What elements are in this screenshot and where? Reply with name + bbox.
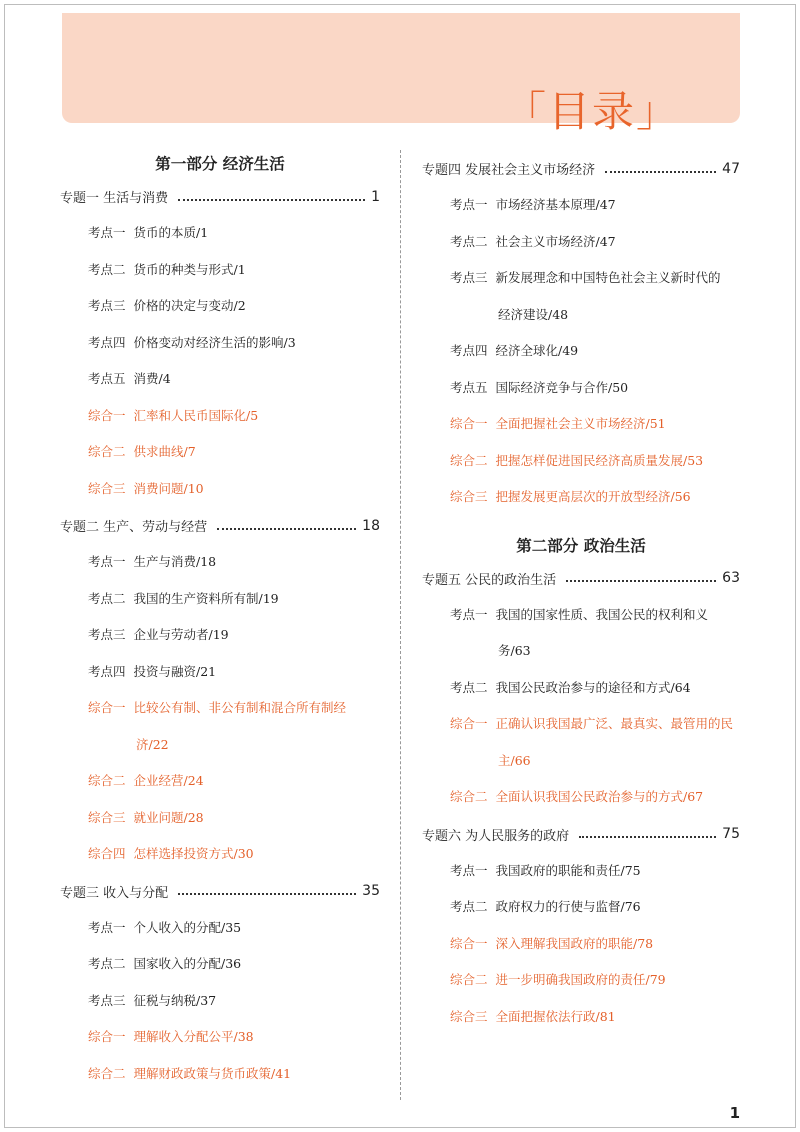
entry-text: 我国公民政治参与的途径和方式/64: [495, 679, 691, 695]
toc-entry[interactable]: [422, 443, 740, 480]
toc-entry[interactable]: [60, 800, 380, 837]
toc-topic-row[interactable]: [422, 816, 740, 853]
leader-dots: [178, 893, 356, 895]
toc-entry[interactable]: [422, 479, 740, 516]
entry-text: 我国的生产资料所有制/19: [133, 590, 279, 606]
entry-key: 综合三: [88, 480, 126, 496]
entry-continuation: 主/66: [498, 752, 531, 768]
page-number: 1: [729, 1104, 740, 1122]
entry-key: 综合二: [88, 1065, 126, 1081]
entry-key: 考点一: [450, 197, 488, 212]
leader-dots: [605, 171, 716, 173]
entry-text: 经济全球化/49: [495, 343, 579, 358]
toc-entry[interactable]: [60, 544, 380, 581]
topic-page-number: 75: [722, 826, 740, 842]
entry-key: 考点四: [88, 334, 126, 350]
entry-key: 综合二: [450, 452, 488, 468]
toc-entry[interactable]: [422, 187, 740, 224]
entry-key: 考点二: [450, 899, 488, 914]
entry-key: 考点二: [88, 590, 126, 606]
entry-key: 考点三: [88, 298, 126, 313]
entry-key: 综合一: [88, 407, 126, 423]
topic-label: 专题四 发展社会主义市场经济: [422, 163, 596, 178]
entry-key: 综合二: [450, 972, 488, 987]
toc-entry[interactable]: [60, 983, 380, 1020]
entry-key: 考点五: [88, 371, 126, 386]
header-banner: [62, 13, 740, 136]
entry-text: 全面把握社会主义市场经济/51: [495, 416, 666, 431]
left-topic-list: [60, 178, 380, 1092]
toc-topic-row[interactable]: [60, 873, 380, 910]
entry-continuation: 务/63: [498, 643, 531, 658]
toc-entry[interactable]: [422, 670, 740, 707]
toc-entry[interactable]: [422, 962, 740, 999]
entry-key: 综合一: [450, 935, 488, 951]
entry-key: 考点一: [88, 225, 126, 240]
entry-key: 综合三: [450, 1008, 488, 1024]
entry-key: 综合一: [88, 1029, 126, 1044]
left-column: [60, 150, 380, 1092]
topic-page-number: 1: [371, 188, 380, 205]
entry-text: 国际经济竞争与合作/50: [495, 379, 629, 395]
toc-entry[interactable]: [422, 779, 740, 816]
topic-page-number: 35: [362, 883, 380, 899]
entry-text: 企业与劳动者/19: [133, 627, 229, 642]
toc-entry[interactable]: [60, 946, 380, 983]
toc-entry[interactable]: [60, 361, 380, 398]
toc-entry[interactable]: [422, 406, 740, 443]
entry-text: 政府权力的行使与监督/76: [495, 899, 641, 914]
entry-text: 投资与融资/21: [133, 663, 217, 679]
entry-key: 综合二: [450, 789, 488, 804]
entry-key: 考点二: [88, 956, 126, 971]
toc-entry[interactable]: [60, 288, 380, 325]
part-title: 第二部分 政治生活: [516, 536, 646, 555]
spacer: [422, 516, 740, 532]
entry-text: 我国政府的职能和责任/75: [495, 862, 641, 878]
entry-text: 汇率和人民币国际化/5: [133, 407, 259, 423]
entry-text: 供求曲线/7: [133, 444, 196, 459]
entry-text: 价格的决定与变动/2: [133, 298, 246, 313]
right-topic-list-a: [422, 150, 740, 516]
entry-text: 国家收入的分配/36: [133, 956, 242, 971]
entry-key: 考点一: [88, 554, 126, 569]
entry-text: 货币的种类与形式/1: [133, 261, 246, 277]
page-title: 「目录」: [503, 87, 680, 136]
entry-key: 综合一: [450, 716, 488, 731]
entry-key: 综合二: [88, 444, 126, 459]
entry-text: 深入理解我国政府的职能/78: [495, 935, 654, 951]
topic-label: 专题三 收入与分配: [60, 885, 169, 901]
entry-key: 考点三: [88, 627, 126, 642]
entry-text: 全面把握依法行政/81: [495, 1008, 616, 1024]
part-title: 第一部分 经济生活: [155, 155, 285, 173]
toc-entry[interactable]: [60, 471, 380, 508]
entry-key: 考点五: [450, 379, 488, 395]
toc-topic-row[interactable]: [60, 507, 380, 544]
entry-key: 综合一: [450, 416, 488, 431]
toc-entry[interactable]: [60, 398, 380, 435]
entry-text: 把握发展更高层次的开放型经济/56: [495, 489, 691, 504]
leader-dots: [178, 199, 365, 201]
entry-text: 个人收入的分配/35: [133, 919, 242, 935]
toc-entry[interactable]: [60, 1019, 380, 1056]
toc-entry[interactable]: [422, 999, 740, 1036]
entry-key: 考点二: [450, 233, 488, 249]
entry-key: 考点一: [88, 919, 126, 935]
entry-key: 综合一: [88, 700, 126, 715]
entry-key: 考点四: [450, 343, 488, 358]
entry-continuation: 济/22: [136, 736, 169, 752]
toc-entry[interactable]: [422, 260, 740, 333]
entry-text: 就业问题/28: [133, 809, 204, 825]
toc-entry[interactable]: [60, 252, 380, 289]
entry-text: 市场经济基本原理/47: [495, 197, 616, 212]
toc-entry[interactable]: [60, 434, 380, 471]
entry-text: 新发展理念和中国特色社会主义新时代的: [495, 270, 721, 285]
entry-text: 怎样选择投资方式/30: [133, 846, 254, 861]
entry-text: 比较公有制、非公有制和混合所有制经: [133, 700, 347, 715]
entry-key: 综合三: [88, 809, 126, 825]
topic-page-number: 47: [722, 160, 740, 177]
topic-label: 专题一 生活与消费: [60, 191, 169, 206]
leader-dots: [579, 836, 716, 838]
entry-continuation: 经济建设/48: [498, 306, 569, 322]
right-topic-list-b: [422, 560, 740, 1036]
entry-text: 消费/4: [133, 371, 171, 386]
entry-key: 考点一: [450, 862, 488, 878]
toc-topic-row[interactable]: [422, 560, 740, 597]
toc-entry[interactable]: [422, 597, 740, 670]
toc-entry[interactable]: [422, 224, 740, 261]
toc-entry[interactable]: [60, 325, 380, 362]
toc-entry[interactable]: [60, 763, 380, 800]
leader-dots: [217, 528, 356, 530]
entry-text: 货币的本质/1: [133, 225, 209, 240]
entry-text: 价格变动对经济生活的影响/3: [133, 334, 296, 350]
entry-key: 考点三: [450, 270, 488, 285]
entry-key: 综合四: [88, 846, 126, 861]
toc-entry[interactable]: [422, 926, 740, 963]
toc-entry[interactable]: [422, 853, 740, 890]
toc-entry[interactable]: [60, 215, 380, 252]
toc-entry[interactable]: [60, 690, 380, 763]
entry-key: 考点四: [88, 663, 126, 679]
entry-key: 综合二: [88, 773, 126, 788]
toc-entry[interactable]: [60, 581, 380, 618]
toc-entry[interactable]: [60, 654, 380, 691]
entry-key: 考点三: [88, 992, 126, 1008]
column-divider: [400, 150, 401, 1100]
toc-entry[interactable]: [422, 706, 740, 779]
entry-text: 生产与消费/18: [133, 554, 217, 569]
entry-text: 正确认识我国最广泛、最真实、最管用的民: [495, 716, 734, 731]
topic-page-number: 63: [722, 570, 740, 586]
entry-text: 社会主义市场经济/47: [495, 233, 616, 249]
toc-entry[interactable]: [60, 836, 380, 873]
toc-entry[interactable]: [422, 370, 740, 407]
topic-label: 专题六 为人民服务的政府: [422, 828, 570, 844]
toc-entry[interactable]: [60, 1056, 380, 1093]
right-column: [422, 150, 740, 1035]
entry-text: 把握怎样促进国民经济高质量发展/53: [495, 452, 704, 468]
toc-topic-row[interactable]: [60, 178, 380, 215]
toc-entry[interactable]: [422, 889, 740, 926]
toc-entry[interactable]: [422, 333, 740, 370]
topic-label: 专题五 公民的政治生活: [422, 572, 557, 588]
entry-text: 理解收入分配公平/38: [133, 1029, 254, 1044]
entry-key: 综合三: [450, 489, 488, 504]
entry-text: 征税与纳税/37: [133, 992, 217, 1008]
entry-key: 考点二: [88, 261, 126, 277]
entry-text: 全面认识我国公民政治参与的方式/67: [495, 789, 704, 804]
entry-text: 企业经营/24: [133, 773, 204, 788]
toc-entry[interactable]: [60, 617, 380, 654]
entry-text: 消费问题/10: [133, 480, 204, 496]
entry-key: 考点二: [450, 679, 488, 695]
topic-label: 专题二 生产、劳动与经营: [60, 520, 208, 535]
entry-text: 理解财政政策与货币政策/41: [133, 1065, 292, 1081]
entry-text: 进一步明确我国政府的责任/79: [495, 972, 666, 987]
entry-key: 考点一: [450, 606, 488, 622]
toc-topic-row[interactable]: [422, 150, 740, 187]
topic-page-number: 18: [362, 517, 380, 534]
leader-dots: [566, 580, 716, 582]
entry-text: 我国的国家性质、我国公民的权利和义: [495, 606, 709, 622]
toc-entry[interactable]: [60, 910, 380, 947]
